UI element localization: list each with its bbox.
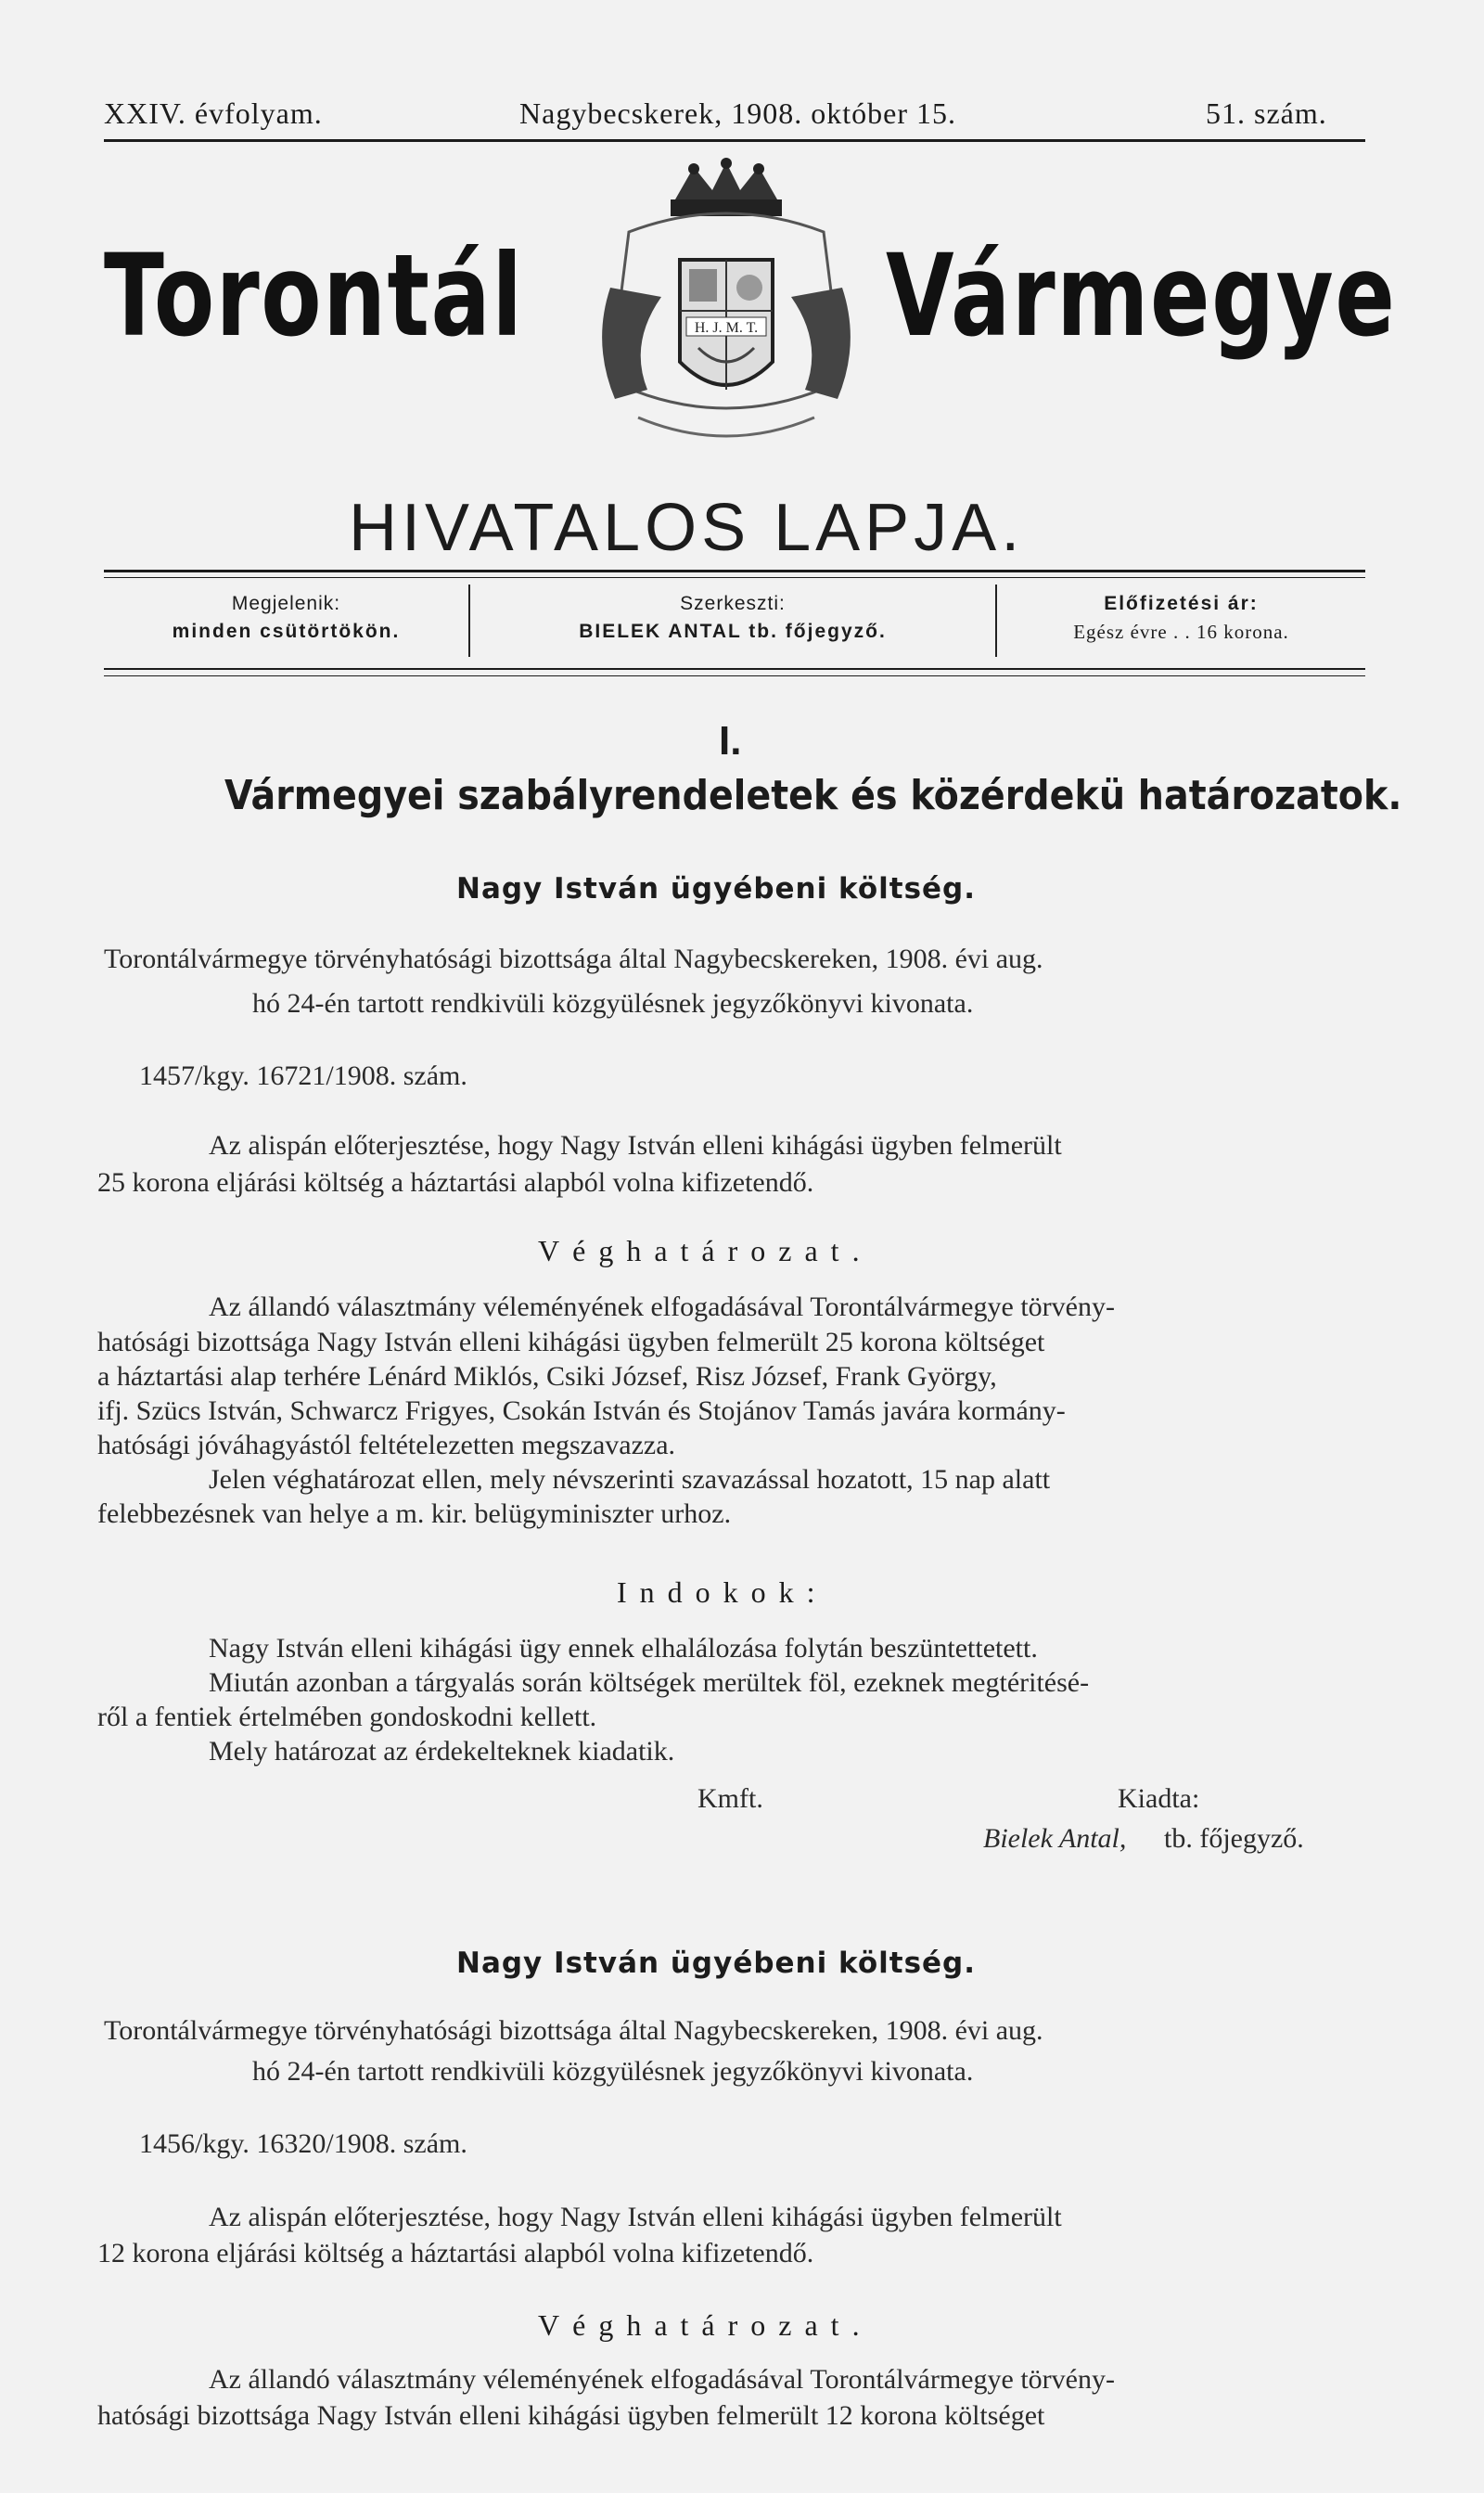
- article-proposal: Az alispán előterjesztése, hogy Nagy István elleni kihágási ügyben felmerült: [209, 2202, 1062, 2232]
- reasons-text: Miután azonban a tárgyalás során költségek merültek föl, ezeknek megtéritésé-: [209, 1667, 1090, 1698]
- decision-text: a háztartási alap terhére Lénárd Miklós, Csiki József, Risz József, Frank György,: [97, 1361, 997, 1392]
- decision-text: Az állandó választmány véleményének elfogadásával Torontálvármegye törvény-: [209, 2364, 1115, 2395]
- signature-title: tb. főjegyző.: [1164, 1823, 1304, 1854]
- kmft-label: Kmft.: [697, 1783, 763, 1814]
- article-proposal: 12 korona eljárási költség a háztartási alapból volna kifizetendő.: [97, 2238, 814, 2268]
- decision-text: ifj. Szücs István, Schwarcz Frigyes, Csokán István és Stojánov Tamás javára kormány-: [97, 1395, 1066, 1426]
- decision-text: hatósági jóváhagyástól feltételezetten megszavazza.: [97, 1430, 676, 1460]
- reasons-heading: Indokok:: [617, 1575, 828, 1609]
- info-bottom-rule: [104, 668, 1365, 670]
- info-top-rule: [104, 570, 1365, 572]
- volume-label: XXIV. évfolyam.: [104, 96, 323, 130]
- dateline: Nagybecskerek, 1908. október 15.: [519, 96, 956, 130]
- info-editor: [470, 590, 995, 646]
- info-price: [997, 590, 1365, 646]
- section-title: Vármegyei szabályrendeletek és közérdekü határozatok.: [224, 772, 1402, 819]
- article-intro: Torontálvármegye törvényhatósági bizottsága által Nagybecskereken, 1908. évi aug.: [104, 2015, 1043, 2046]
- price-label: Előfizetési ár:: [1104, 593, 1259, 614]
- decision-text: Jelen véghatározat ellen, mely névszerinti szavazással hozatott, 15 nap alatt: [209, 1464, 1051, 1495]
- reasons-text: Nagy István elleni kihágási ügy ennek elhalálozása folytán beszüntettetett.: [209, 1633, 1038, 1664]
- editor-value: BIELEK ANTAL tb. főjegyző.: [579, 621, 887, 642]
- crest-icon: [573, 158, 879, 478]
- article-intro: Torontálvármegye törvényhatósági bizottsága által Nagybecskereken, 1908. évi aug.: [104, 944, 1043, 974]
- decision-text: felebbezésnek van helye a m. kir. belügyminiszter urhoz.: [97, 1498, 732, 1529]
- info-top-thin-rule: [104, 577, 1365, 578]
- article-title: Nagy István ügyébeni költség.: [456, 1947, 977, 1980]
- issued-by-label: Kiadta:: [1118, 1783, 1200, 1814]
- section-number: I.: [719, 718, 742, 764]
- reasons-text: Mely határozat az érdekelteknek kiadatik.: [209, 1736, 675, 1767]
- appears-label: Megjelenik:: [231, 593, 341, 614]
- article-number: 1457/kgy. 16721/1908. szám.: [139, 1060, 467, 1091]
- masthead-title-left: Torontál: [104, 230, 524, 362]
- article-title: Nagy István ügyébeni költség.: [456, 872, 977, 906]
- decision-heading: Véghatározat.: [538, 1234, 873, 1267]
- masthead-title-right: Vármegye: [886, 230, 1397, 362]
- reasons-text: ről a fentiek értelmében gondoskodni kellett.: [97, 1702, 597, 1732]
- masthead-subtitle: HIVATALOS LAPJA.: [349, 491, 1025, 565]
- info-bottom-thin-rule: [104, 675, 1365, 676]
- crest-text: H. J. M. T.: [694, 320, 759, 336]
- price-value: Egész évre . . 16 korona.: [1073, 621, 1289, 643]
- decision-text: Az állandó választmány véleményének elfogadásával Torontálvármegye törvény-: [209, 1291, 1115, 1322]
- issue-number: 51. szám.: [1206, 96, 1327, 130]
- article-proposal: 25 korona eljárási költség a háztartási alapból volna kifizetendő.: [97, 1167, 814, 1198]
- article-number: 1456/kgy. 16320/1908. szám.: [139, 2128, 467, 2159]
- article-intro: hó 24-én tartott rendkivüli közgyülésnek jegyzőkönyvi kivonata.: [252, 2056, 974, 2087]
- info-appears: [104, 590, 468, 646]
- decision-text: hatósági bizottsága Nagy István elleni kihágási ügyben felmerült 12 korona költséget: [97, 2400, 1045, 2431]
- header-rule: [104, 139, 1365, 142]
- article-intro: hó 24-én tartott rendkivüli közgyülésnek jegyzőkönyvi kivonata.: [252, 988, 974, 1019]
- article-proposal: Az alispán előterjesztése, hogy Nagy István elleni kihágási ügyben felmerült: [209, 1130, 1062, 1161]
- decision-heading: Véghatározat.: [538, 2308, 873, 2342]
- decision-text: hatósági bizottsága Nagy István elleni kihágási ügyben felmerült 25 korona költséget: [97, 1327, 1045, 1357]
- signature-name: Bielek Antal,: [983, 1823, 1127, 1854]
- editor-label: Szerkeszti:: [680, 593, 786, 614]
- appears-value: minden csütörtökön.: [172, 621, 401, 642]
